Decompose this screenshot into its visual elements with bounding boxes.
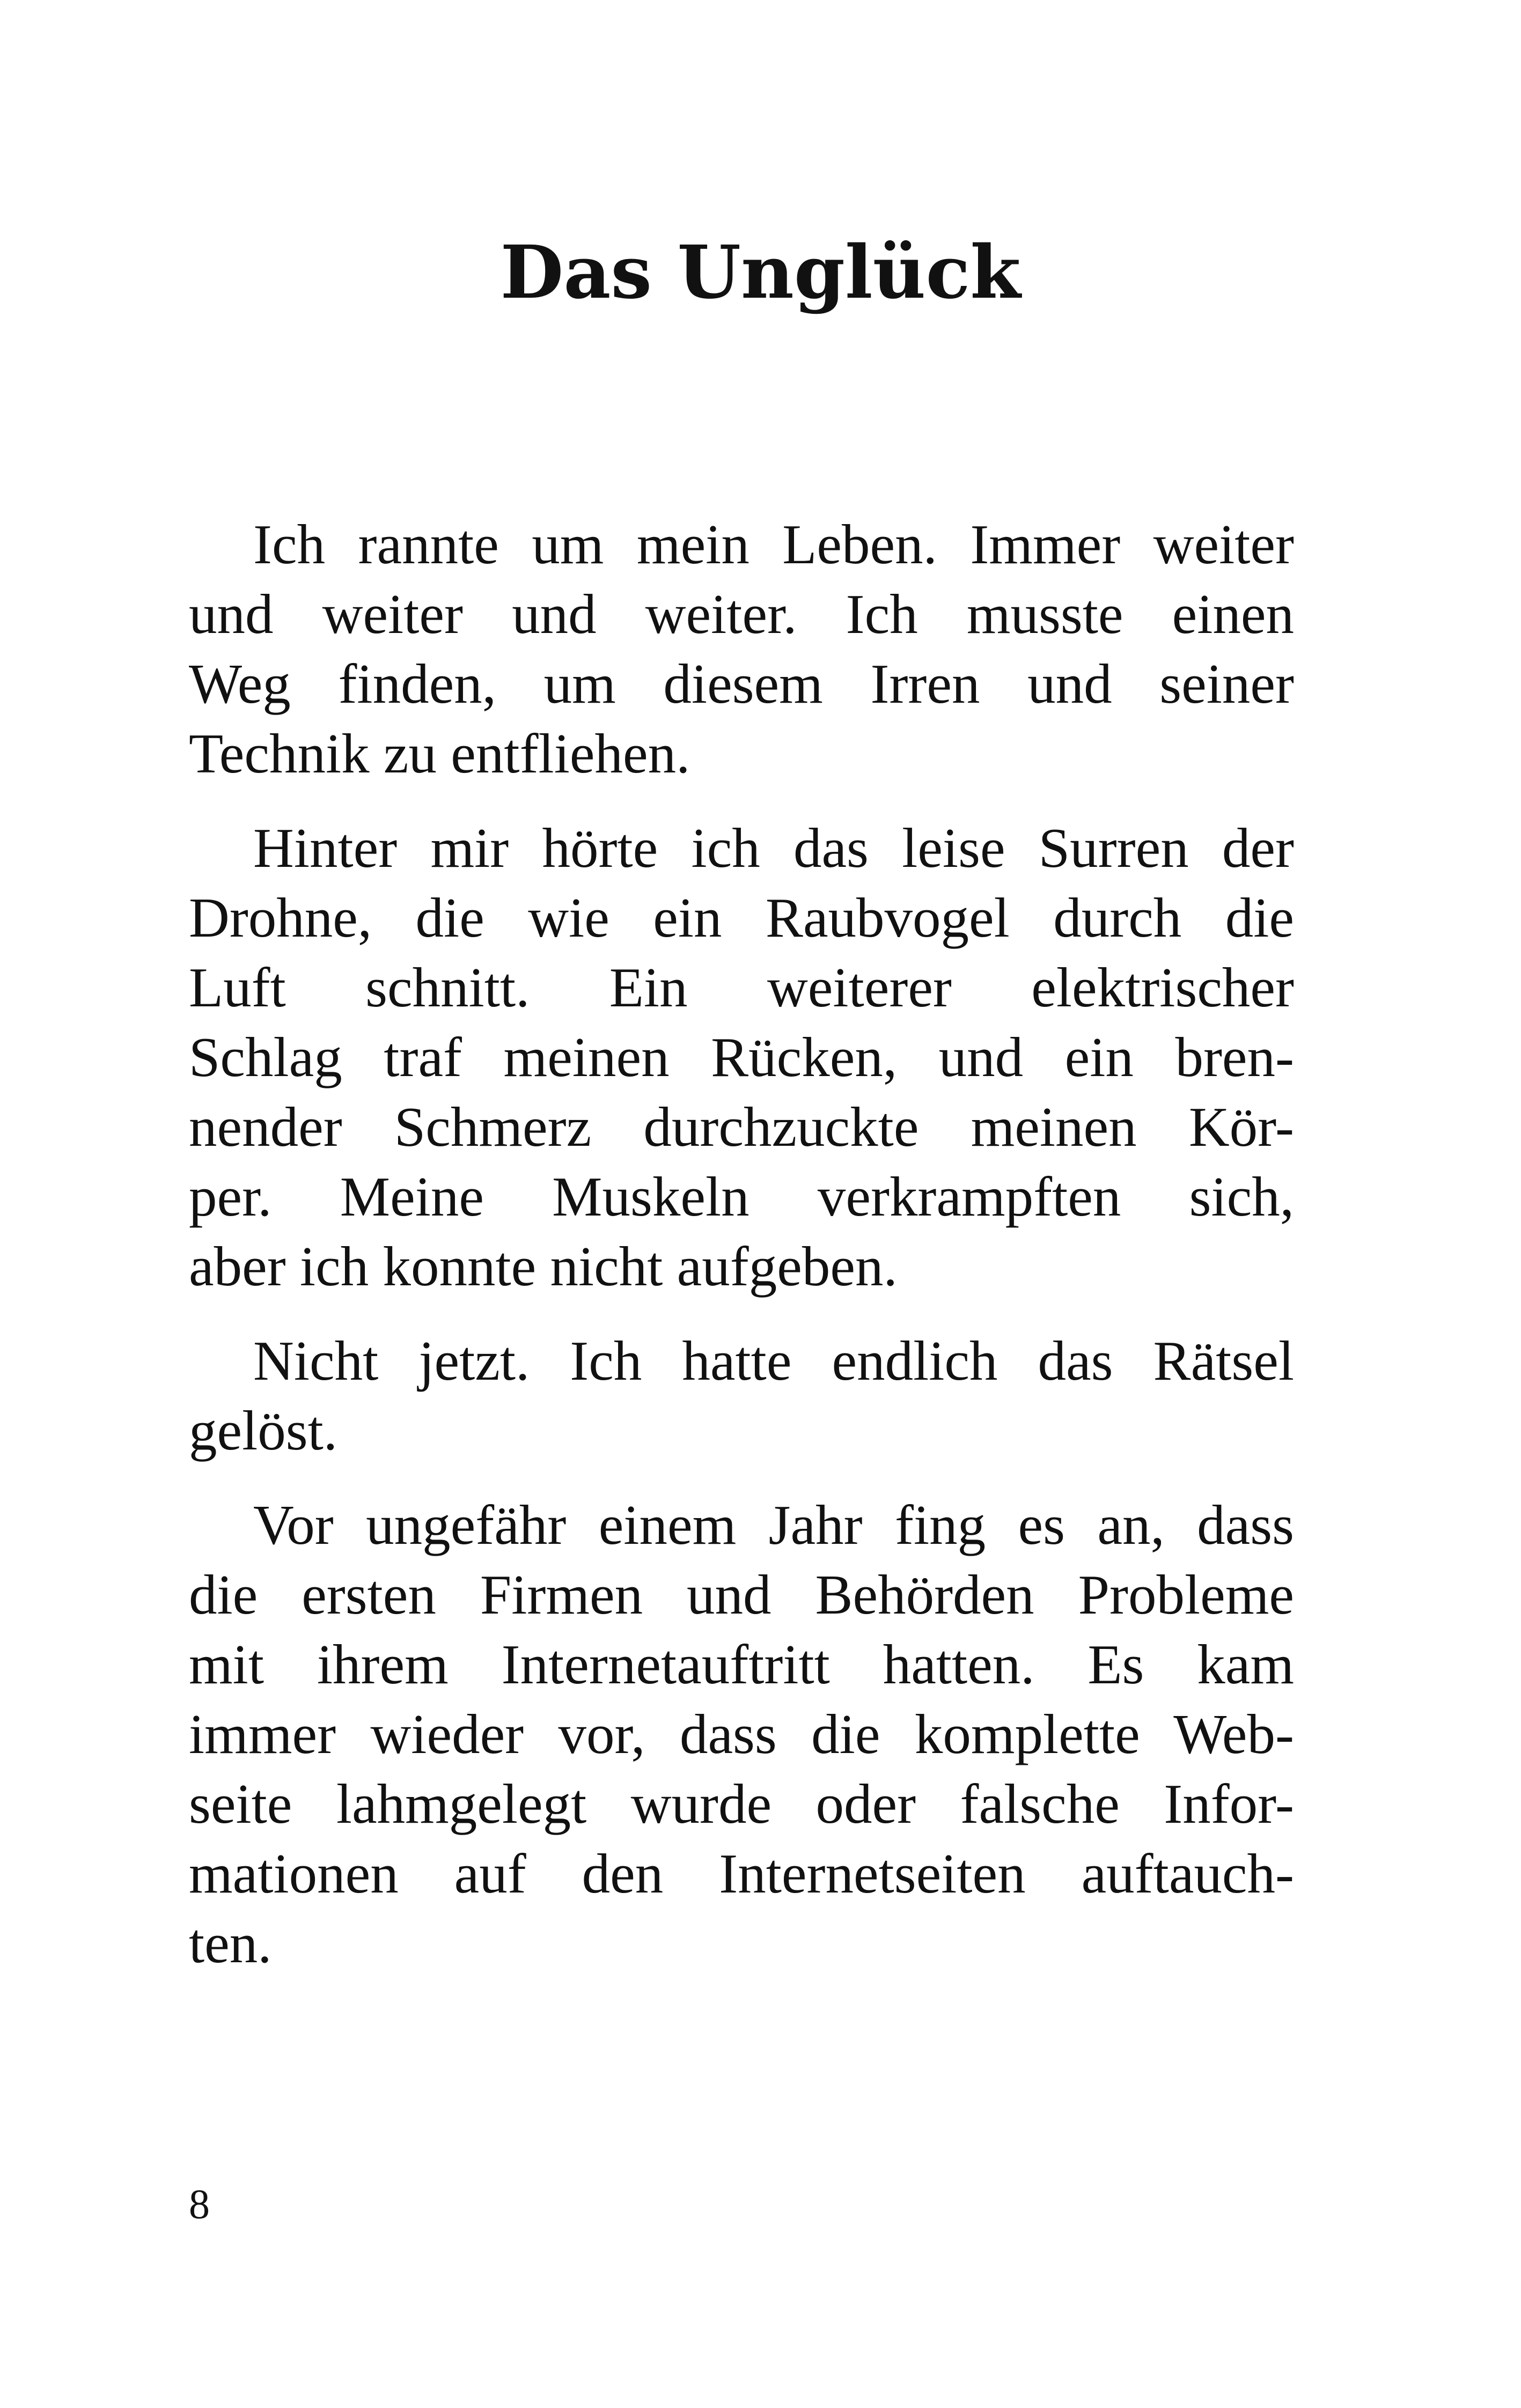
paragraph-3 (189, 1326, 1294, 1466)
text-line: Nicht jetzt. Ich hatte endlich das Rätsel (253, 1329, 1294, 1392)
text-line: aber ich konnte nicht aufgeben. (189, 1235, 898, 1298)
text-line: Luft schnitt. Ein weiterer elektrischer (189, 956, 1294, 1019)
body-text (189, 510, 1294, 2003)
text-line: nender Schmerz durchzuckte meinen Kör- (189, 1095, 1294, 1158)
text-line: und weiter und weiter. Ich musste einen (189, 583, 1294, 645)
text-line: Weg finden, um diesem Irren und seiner (189, 652, 1294, 715)
text-line: immer wieder vor, dass die komplette Web- (189, 1703, 1294, 1765)
text-line: ten. (189, 1912, 272, 1975)
text-line: Vor ungefähr einem Jahr fing es an, dass (253, 1493, 1294, 1556)
text-line: Schlag traf meinen Rücken, und ein bren- (189, 1026, 1294, 1088)
paragraph-1 (189, 510, 1294, 789)
text-line: gelöst. (189, 1399, 338, 1462)
text-line: Hinter mir hörte ich das leise Surren der (253, 816, 1294, 879)
text-line: Technik zu entfliehen. (189, 722, 690, 785)
text-line: die ersten Firmen und Behörden Probleme (189, 1563, 1294, 1626)
text-line: mationen auf den Internetseiten auftauch- (189, 1842, 1294, 1905)
paragraph-4 (189, 1490, 1294, 1978)
text-line: Drohne, die wie ein Raubvogel durch die (189, 886, 1294, 949)
page-number: 8 (189, 2181, 210, 2227)
text-line: per. Meine Muskeln verkrampften sich, (189, 1165, 1294, 1228)
text-line: mit ihrem Internetauftritt hatten. Es kam (189, 1633, 1294, 1696)
text-line: Ich rannte um mein Leben. Immer weiter (253, 513, 1294, 576)
chapter-title: Das Unglück (500, 230, 1021, 315)
text-line: seite lahmgelegt wurde oder falsche Infor- (189, 1772, 1294, 1835)
paragraph-2 (189, 813, 1294, 1301)
